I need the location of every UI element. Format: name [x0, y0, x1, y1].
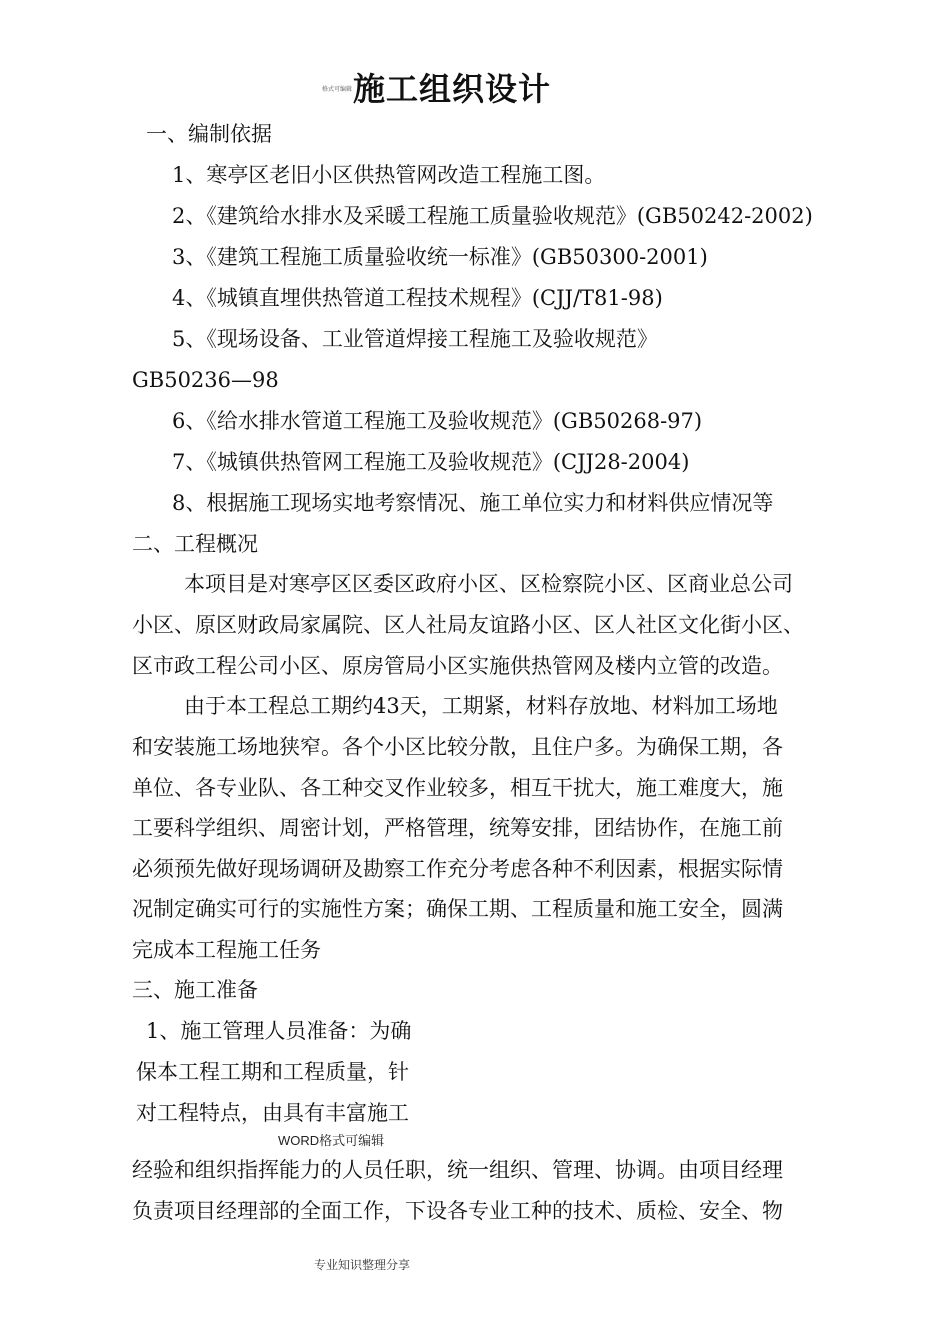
basis-item-7: 7、《城镇供热管网工程施工及验收规范》(CJJ28-2004): [172, 450, 690, 474]
prep-item-1-line: 保本工程工期和工程质量，针: [136, 1060, 409, 1084]
page-footer: 专业知识整理分享: [314, 1258, 411, 1272]
basis-item-8: 8、根据施工现场实地考察情况、施工单位实力和材料供应情况等: [172, 491, 774, 515]
document-title: 施工组织设计: [353, 70, 552, 108]
overview-paragraph-1-line: 本项目是对寒亭区区委区政府小区、区检察院小区、区商业总公司: [184, 572, 793, 596]
overview-paragraph-2-line: 和安装施工场地狭窄。各个小区比较分散，且住户多。为确保工期，各: [132, 735, 783, 759]
basis-item-4: 4、《城镇直埋供热管道工程技术规程》(CJJ/T81-98): [172, 286, 663, 310]
basis-item-3: 3、《建筑工程施工质量验收统一标准》(GB50300-2001): [172, 245, 708, 269]
overview-paragraph-2-line: 单位、各专业队、各工种交叉作业较多，相互干扰大，施工难度大，施: [132, 776, 783, 800]
overview-paragraph-1-line: 小区、原区财政局家属院、区人社局友谊路小区、区人社区文化街小区、: [132, 613, 804, 637]
overview-paragraph-2-line: 工要科学组织、周密计划，严格管理，统筹安排，团结协作，在施工前: [132, 816, 783, 840]
basis-item-6: 6、《给水排水管道工程施工及验收规范》(GB50268-97): [172, 409, 703, 433]
overview-paragraph-2-line: 必须预先做好现场调研及勘察工作充分考虑各种不利因素，根据实际情: [132, 857, 783, 881]
section-3-heading: 三、施工准备: [132, 978, 258, 1002]
prep-continuation-line: 经验和组织指挥能力的人员任职，统一组织、管理、协调。由项目经理: [132, 1158, 783, 1182]
title-annotation: 格式可编辑: [322, 86, 353, 93]
prep-continuation-line: 负责项目经理部的全面工作，下设各专业工种的技术、质检、安全、物: [132, 1199, 783, 1223]
prep-item-1-line: 1、施工管理人员准备：为确: [146, 1019, 412, 1043]
basis-item-5-code: GB50236—98: [132, 368, 279, 392]
overview-paragraph-2-line: 况制定确实可行的实施性方案；确保工期、工程质量和施工安全，圆满: [132, 897, 783, 921]
prep-item-1-line: 对工程特点，由具有丰富施工: [136, 1101, 409, 1125]
section-1-heading: 一、编制依据: [146, 122, 272, 146]
basis-item-5: 5、《现场设备、工业管道焊接工程施工及验收规范》: [172, 327, 658, 351]
section-2-heading: 二、工程概况: [132, 532, 258, 556]
overview-paragraph-2-line: 由于本工程总工期约43天，工期紧，材料存放地、材料加工场地: [184, 694, 778, 718]
word-editable-note: WORD格式可编辑: [278, 1133, 385, 1148]
overview-paragraph-1-line: 区市政工程公司小区、原房管局小区实施供热管网及楼内立管的改造。: [132, 654, 783, 678]
overview-paragraph-2-line: 完成本工程施工任务: [132, 938, 321, 962]
basis-item-1: 1、寒亭区老旧小区供热管网改造工程施工图。: [172, 163, 606, 187]
basis-item-2: 2、《建筑给水排水及采暖工程施工质量验收规范》(GB50242-2002): [172, 204, 813, 228]
